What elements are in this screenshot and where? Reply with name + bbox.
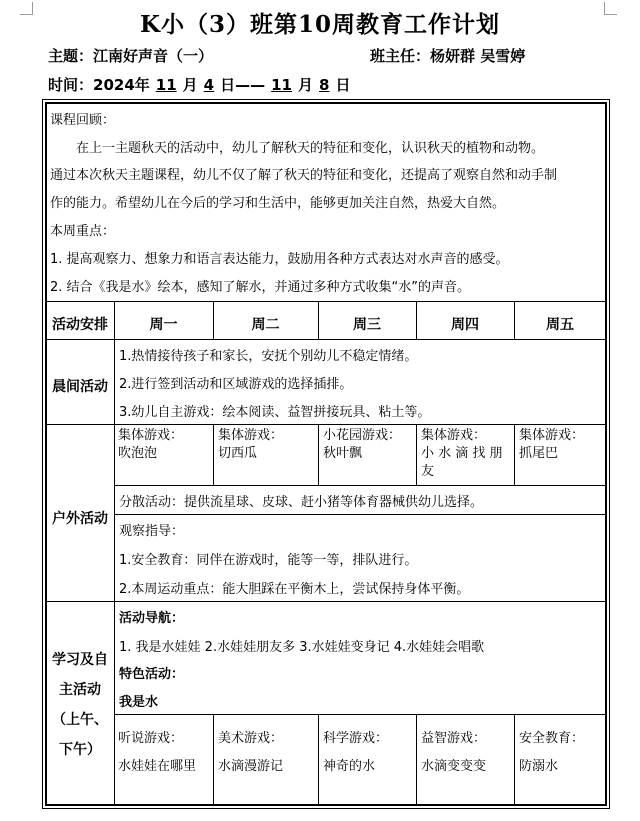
morning-item-1: 1.热情接待孩子和家长，安抚个别幼儿不稳定情绪。 [119,349,418,364]
morning-label: 晨间活动 [52,379,108,395]
guide-heading: 活动导航： [119,611,185,626]
morning-item-3: 3.幼儿自主游戏：绘本阅读、益智拼接玩具、粘土等。 [119,405,431,420]
outdoor-game-type: 集体游戏： [421,428,487,443]
outdoor-game-tue [218,427,316,463]
rule-review-bottom [46,301,606,302]
learning-game-type: 美术游戏： [218,731,284,746]
year: 2024年 [93,76,150,94]
feature-value: 我是水 [119,695,159,710]
rule-morning-bottom [46,424,606,425]
learning-label-line3: （上午、 [52,712,108,728]
rule-lgame-3 [416,714,417,805]
learning-game-type: 益智游戏： [421,731,487,746]
day-header-thu: 周四 [451,317,479,333]
page-title: K小（3）班第10周教育工作计划 [139,11,500,38]
morning-item-2: 2.进行签到活动和区域游戏的选择插排。 [119,377,353,392]
day-header-mon: 周一 [149,317,178,333]
rule-lgame-2 [318,714,319,805]
rule-label-col [114,301,115,805]
learning-game-name: 水滴变变变 [421,759,487,774]
outdoor-game-name: 秋叶飘 [323,446,363,461]
outdoor-game-type: 集体游戏： [519,428,585,443]
focus-item-2: 2. 结合《我是水》绘本，感知了解水，并通过多种方式收集“水”的声音。 [50,280,471,295]
rule-scatter-bottom [114,514,606,515]
theme-value: 江南好声音（一） [93,47,214,65]
schedule-corner-label: 活动安排 [52,317,108,333]
observe-item-1: 1.安全教育：同伴在游戏时，能等一等，排队进行。 [119,553,418,568]
start-day-char: 日 [220,76,236,94]
time-label: 时间： [48,76,94,94]
outdoor-game-name: 抓尾巴 [519,446,559,461]
rule-feature-bottom [114,714,606,715]
observe-heading: 观察指导： [119,524,185,539]
end-day-char: 日 [335,76,351,94]
guide-items: 1. 我是水娃娃 2.水娃娃朋友多 3.水娃娃变身记 4.水娃娃会唱歌 [119,640,485,655]
learning-game-tue [218,725,316,781]
day-header-fri: 周五 [546,317,574,333]
learning-label-line2: 主活动 [59,682,101,698]
learning-game-fri [519,725,605,781]
start-month: 11 [155,76,177,94]
learning-game-name: 防溺水 [519,759,559,774]
rule-lgame-1 [213,714,214,805]
end-month-char: 月 [297,76,313,94]
learning-game-type: 听说游戏： [118,731,184,746]
review-line-2: 通过本次秋天主题课程，幼儿不仅了解了秋天的特征和变化，还提高了观察自然和动手制 [50,168,558,183]
learning-game-wed [323,725,415,781]
outdoor-game-name: 切西瓜 [218,446,258,461]
start-month-char: 月 [182,76,198,94]
rule-games-bottom [114,485,606,486]
learning-label [46,645,114,765]
review-line-3: 作的能力。希望幼儿在今后的学习和生活中，能够更加关注自然，热爱大自然。 [50,196,506,211]
focus-heading: 本周重点： [50,224,116,239]
learning-game-name: 水滴漫游记 [218,759,284,774]
learning-game-thu [421,725,513,781]
learning-game-mon [118,725,212,781]
focus-item-1: 1. 提高观察力、想象力和语言表达能力，鼓励用各种方式表达对水声音的感受。 [50,252,509,267]
learning-game-name: 神奇的水 [323,759,376,774]
end-day: 8 [319,76,330,94]
outdoor-game-type: 小花园游戏： [323,428,402,443]
end-month: 11 [271,76,292,94]
teacher-value: 杨妍群 吴雪婷 [430,47,526,65]
learning-game-type: 科学游戏： [323,731,389,746]
review-line-1: 在上一主题秋天的活动中，幼儿了解秋天的特征和变化，认识秋天的植物和动物。 [76,141,545,156]
outdoor-label: 户外活动 [52,511,108,527]
outdoor-game-name: 吹泡泡 [118,446,158,461]
outdoor-game-thu [421,427,513,481]
scattered-activity: 分散活动：提供流星球、皮球、赶小猪等体育器械供幼儿选择。 [119,495,484,510]
outdoor-game-type: 集体游戏： [218,428,284,443]
rule-outdoor-bottom [46,601,606,602]
theme-label: 主题： [48,47,94,65]
outdoor-game-mon [118,427,210,463]
rule-game-1 [213,424,214,485]
start-day: 4 [203,76,215,94]
outdoor-game-type: 集体游戏： [118,428,184,443]
learning-game-name: 水娃娃在哪里 [118,759,197,774]
rule-game-2 [318,424,319,485]
outdoor-game-wed [323,427,415,463]
rule-days-bottom [46,339,606,340]
rule-game-3 [416,424,417,485]
learning-game-type: 安全教育： [519,731,585,746]
outdoor-game-fri [519,427,605,463]
date-separator: —— [235,76,266,94]
outdoor-game-name-line2: 友 [421,464,435,479]
review-heading: 课程回顾： [50,113,116,128]
learning-label-line1: 学习及自 [52,652,108,668]
learning-label-line4: 下午） [59,742,101,758]
feature-heading: 特色活动： [119,667,185,682]
day-header-wed: 周三 [353,317,381,333]
observe-item-2: 2.本周运动重点：能大胆踩在平衡木上，尝试保持身体平衡。 [119,582,470,597]
theme-line [48,45,213,66]
teacher-line [370,45,525,66]
teacher-label: 班主任： [370,47,431,65]
rule-lgame-4 [514,714,515,805]
time-line [48,74,350,95]
rule-game-4 [514,424,515,485]
outdoor-game-name-line1: 小 水 滴 找 朋 [421,446,503,461]
day-header-tue: 周二 [251,317,280,333]
